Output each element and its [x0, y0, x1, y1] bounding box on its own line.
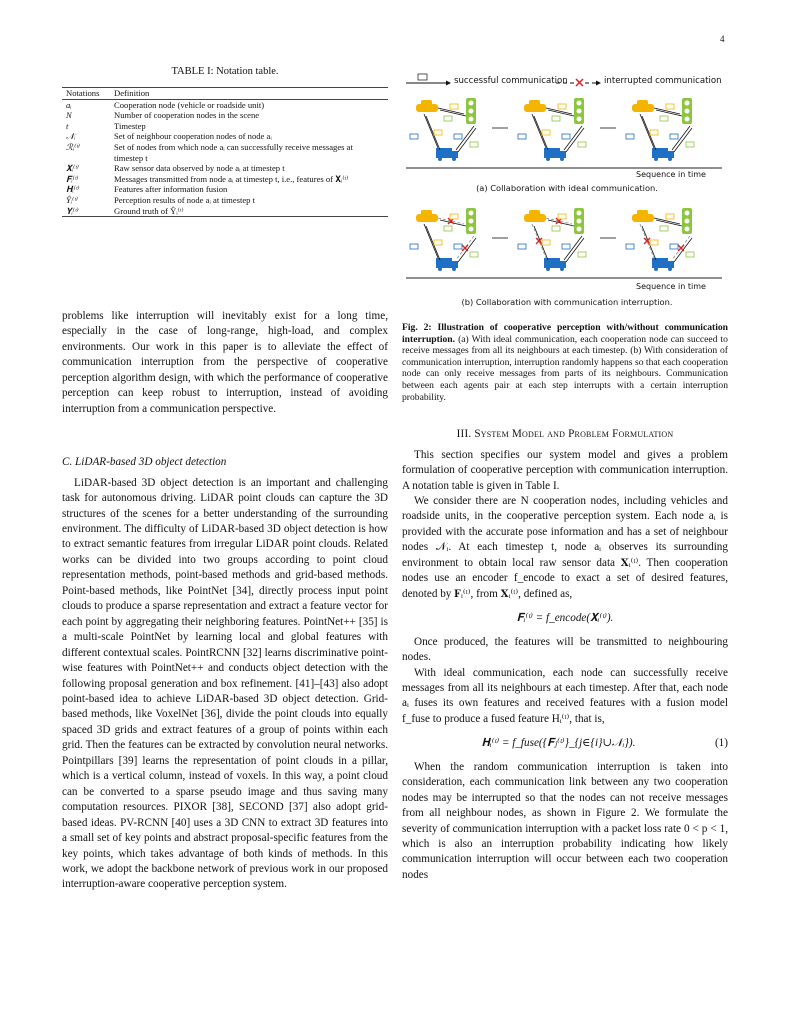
- notation-cell: 𝐅ᵢ⁽ᵗ⁾: [66, 173, 79, 184]
- paragraph-4: With ideal communication, each node can successfully receive messages from all its neighbours at each timestep. After that, each node aᵢ fuses its own features and received features with a fusion model f_fuse to produce a fused feature Hᵢ⁽ᵗ⁾, that is,: [402, 666, 728, 725]
- table-header-notations: Notations: [62, 88, 110, 100]
- truck-icon: [652, 258, 674, 271]
- truck-icon: [544, 148, 566, 161]
- car-icon: [416, 210, 438, 222]
- envelope-icon: [518, 134, 526, 139]
- envelope-icon: [518, 244, 526, 249]
- envelope-icon: [410, 134, 418, 139]
- table-row: [62, 142, 388, 163]
- table-row: [62, 174, 388, 185]
- figure-caption-body: (a) With ideal communication, each cooperation node can succeed to receive messages from all its neighbours at each timestep. (b) With consideration of communication interruption, interruption randomly happens so that each cooperation node can only receive messages from parts of its neighbours. Communication between each agents pair at each step interrupts with a certain interruption probability.: [402, 333, 728, 403]
- notation-cell: aᵢ: [66, 99, 72, 110]
- envelope-icon: [450, 104, 458, 109]
- envelope-icon: [626, 134, 634, 139]
- notation-cell: ℛᵢ⁽ᵗ⁾: [66, 141, 80, 152]
- cross-icon: [576, 79, 583, 86]
- envelope-icon: [578, 252, 586, 257]
- left-column: [62, 309, 388, 893]
- definition-cell: Number of cooperation nodes in the scene: [114, 110, 260, 121]
- definition-cell: Features after information fusion: [114, 184, 228, 195]
- definition-cell: Set of neighbour cooperation nodes of node aᵢ: [114, 131, 272, 142]
- envelope-icon: [450, 214, 458, 219]
- paragraph-intro: problems like interruption will inevitably exist for a long time, especially in the case of long-range, high-load, and complex environments. Our work in this paper is to alleviate the effect of communication interruption from the perspective of cooperative perception algorithm design, with which the performance of cooperative perception can keep robust to interruption, instead of avoiding interruption from a communication perspective.: [62, 310, 388, 415]
- envelope-icon: [552, 116, 560, 121]
- traffic-light-icon: [574, 208, 584, 234]
- figure-row-a: [404, 92, 730, 172]
- envelope-icon: [686, 142, 694, 147]
- envelope-icon: [562, 134, 570, 139]
- paragraph-5: When the random communication interruption is taken into consideration, each communication link between any two cooperation nodes may be interrupted so that the nodes can not receive messages from all neighbour nodes, as shown in Figure 2. We formulate the severity of communication interruption with a packet loss rate 0 < p < 1, which is also an interruption probability indicating how likely communication interruption will occur between each two cooperation nodes: [402, 760, 728, 881]
- envelope-icon: [454, 244, 462, 249]
- envelope-icon: [454, 134, 462, 139]
- page-number: 4: [720, 34, 725, 44]
- section-heading-lidar: C. LiDAR-based 3D object detection: [62, 456, 227, 469]
- figure-caption-title: Illustration of cooperative perception with/without communication interruption.: [402, 322, 728, 345]
- notation-cell: 𝐇ᵢ⁽ᵗ⁾: [66, 184, 80, 195]
- envelope-icon: [670, 244, 678, 249]
- envelope-icon: [558, 214, 566, 219]
- definition-cell: Timestep: [114, 120, 146, 131]
- truck-icon: [544, 258, 566, 271]
- traffic-light-icon: [682, 98, 692, 124]
- figure-2: [404, 70, 730, 315]
- equation-encode: 𝐅ᵢ⁽ᵗ⁾ = f_encode(𝐗ᵢ⁽ᵗ⁾).: [516, 612, 614, 625]
- traffic-light-icon: [466, 208, 476, 234]
- car-icon: [632, 100, 654, 112]
- envelope-icon: [670, 134, 678, 139]
- traffic-light-icon: [574, 98, 584, 124]
- envelope-icon: [410, 244, 418, 249]
- envelope-icon: [660, 116, 668, 121]
- truck-icon: [436, 258, 458, 271]
- section-heading-system-model: III. System Model and Problem Formulation: [456, 428, 674, 441]
- envelope-icon: [444, 226, 452, 231]
- table-row: [62, 184, 388, 195]
- cross-icon: [462, 245, 468, 251]
- table-row: [62, 121, 388, 132]
- definition-cell: Perception results of node aᵢ at timestep t: [114, 194, 256, 205]
- equation-fuse-body: 𝐇ᵢ⁽ᵗ⁾ = f_fuse({𝐅ⱼ⁽ᵗ⁾}_{j∈{i}∪𝒩ᵢ}).: [481, 737, 636, 750]
- table-row: [62, 163, 388, 174]
- envelope-icon: [542, 240, 550, 245]
- definition-cell: Ground truth of Ŷᵢ⁽ᵗ⁾: [114, 205, 184, 216]
- notation-cell: Ŷᵢ⁽ᵗ⁾: [66, 194, 78, 205]
- cross-icon: [678, 245, 684, 251]
- table-row: [62, 206, 388, 217]
- equation-fuse-number: (1): [714, 737, 728, 750]
- subcaption-b: (b) Collaboration with communication interruption.: [461, 297, 673, 307]
- table-row: [62, 195, 388, 206]
- truck-icon: [652, 148, 674, 161]
- table-row: [62, 110, 388, 121]
- envelope-icon: [666, 104, 674, 109]
- notation-cell: 𝐗ᵢ⁽ᵗ⁾: [66, 163, 79, 174]
- envelope-icon: [558, 104, 566, 109]
- traffic-light-icon: [466, 98, 476, 124]
- paragraph-lidar: LiDAR-based 3D object detection is an important and challenging task for autonomous driving. LiDAR point clouds can capture the 3D structures of the scenes for a better understanding of the surrounding environment. The difficulty of LiDAR-based 3D object detection is how to extract semantic features from irregular LiDAR point clouds. Related works can be divided into two groups according to point cloud representation methods, point-based methods and grid-based methods. Point-based methods, like PointNet [34], directly process input point clouds to produce a sparse representation and extract a feature vector for each point by aggregating their neighboring features. PointNet++ [35] is a multi-scale PointNet by learning local and global features with different contextual scales. PointRCNN [32] learns discriminative point-wise features with PointNet++ and conducts object detection with the following proposal generation and box refinement. [41]–[43] also adopt point-based idea to achieve LiDAR-based 3D object detection. Grid-based methods, like VoxelNet [36], divide the point clouds into equally spaced 3D grids and extract features of a group of points within each grid. Then the features can be extracted by convolution neural networks. Pointpillars [39] learns the representation of point clouds in a pillar, which is a vertical column, instead of voxels. In this way, a point cloud can be converted to a sparse pseudo image and thus saving many computation resources. PIXOR [38], SECOND [37] also adopt grid-based ideas. PV-RCNN [40] uses a 3D CNN to extract 3D features into a small set of key points and abstract proposal-specific features from the key points, which takes advantage of both kinds of methods. In this work, we adopt the backbone network of previous work in our proposed interruption-aware cooperative perception system.: [62, 476, 388, 891]
- envelope-icon: [552, 226, 560, 231]
- envelope-icon: [434, 130, 442, 135]
- truck-icon: [436, 148, 458, 161]
- figure-caption: [402, 322, 728, 403]
- sequence-label-b: Sequence in time: [636, 282, 706, 291]
- notation-cell: t: [66, 120, 69, 131]
- envelope-icon: [434, 240, 442, 245]
- paragraph-1: This section specifies our system model and gives a problem formulation of cooperative perception with communication interruption. A notation table is given in Table I.: [402, 448, 728, 492]
- envelope-icon: [542, 130, 550, 135]
- definition-cell: Cooperation node (vehicle or roadside unit): [114, 99, 265, 110]
- envelope-icon: [650, 130, 658, 135]
- car-icon: [632, 210, 654, 222]
- envelope-icon: [650, 240, 658, 245]
- table-row: [62, 131, 388, 142]
- table-caption: TABLE I: Notation table.: [171, 66, 279, 77]
- figure-row-b: [404, 202, 730, 282]
- equation-fuse: [402, 736, 728, 751]
- figure-caption-label: Fig. 2:: [402, 322, 432, 333]
- legend-interrupt-label: interrupted communication: [604, 76, 722, 86]
- envelope-icon: [666, 214, 674, 219]
- table-header-definition: Definition: [110, 88, 388, 100]
- envelope-icon: [444, 116, 452, 121]
- right-column: [402, 322, 728, 883]
- car-icon: [524, 100, 546, 112]
- paragraph-2: We consider there are N cooperation nodes, including vehicles and roadside units, in the cooperative perception system. Each node aᵢ is provided with the accurate pose information and has a set of neighbour nodes 𝒩ᵢ. At each timestep t, node aᵢ observes its surrounding environment to obtain local raw sensor data 𝐗ᵢ⁽ᵗ⁾. Then cooperation nodes use an encoder f_encode to exact a set of desired features, denoted by 𝐅ᵢ⁽ᵗ⁾, from 𝐗ᵢ⁽ᵗ⁾, defined as,: [402, 494, 728, 600]
- car-icon: [416, 100, 438, 112]
- notation-cell: 𝒩ᵢ: [66, 131, 76, 142]
- notation-cell: 𝐘ᵢ⁽ᵗ⁾: [66, 205, 79, 216]
- car-icon: [524, 210, 546, 222]
- traffic-light-icon: [682, 208, 692, 234]
- notation-table: [62, 87, 388, 217]
- sequence-label-a: Sequence in time: [636, 170, 706, 179]
- definition-cell: Set of nodes from which node aᵢ can successfully receive messages at timestep t: [114, 141, 353, 163]
- envelope-icon: [470, 252, 478, 257]
- definition-cell: Messages transmitted from node aᵢ at timestep t, i.e., features of 𝐗ᵢ⁽ᵗ⁾: [114, 173, 349, 184]
- legend-success-label: successful communication: [454, 76, 568, 86]
- envelope-icon: [578, 142, 586, 147]
- paragraph-3: Once produced, the features will be transmitted to neighbouring nodes.: [402, 635, 728, 664]
- envelope-icon: [660, 226, 668, 231]
- envelope-icon: [562, 244, 570, 249]
- envelope-icon: [470, 142, 478, 147]
- table-row: [62, 99, 388, 110]
- envelope-icon: [626, 244, 634, 249]
- subcaption-a: (a) Collaboration with ideal communication.: [476, 183, 658, 193]
- envelope-icon: [418, 74, 427, 80]
- notation-cell: N: [66, 110, 72, 121]
- definition-cell: Raw sensor data observed by node aᵢ at timestep t: [114, 163, 285, 174]
- envelope-icon: [686, 252, 694, 257]
